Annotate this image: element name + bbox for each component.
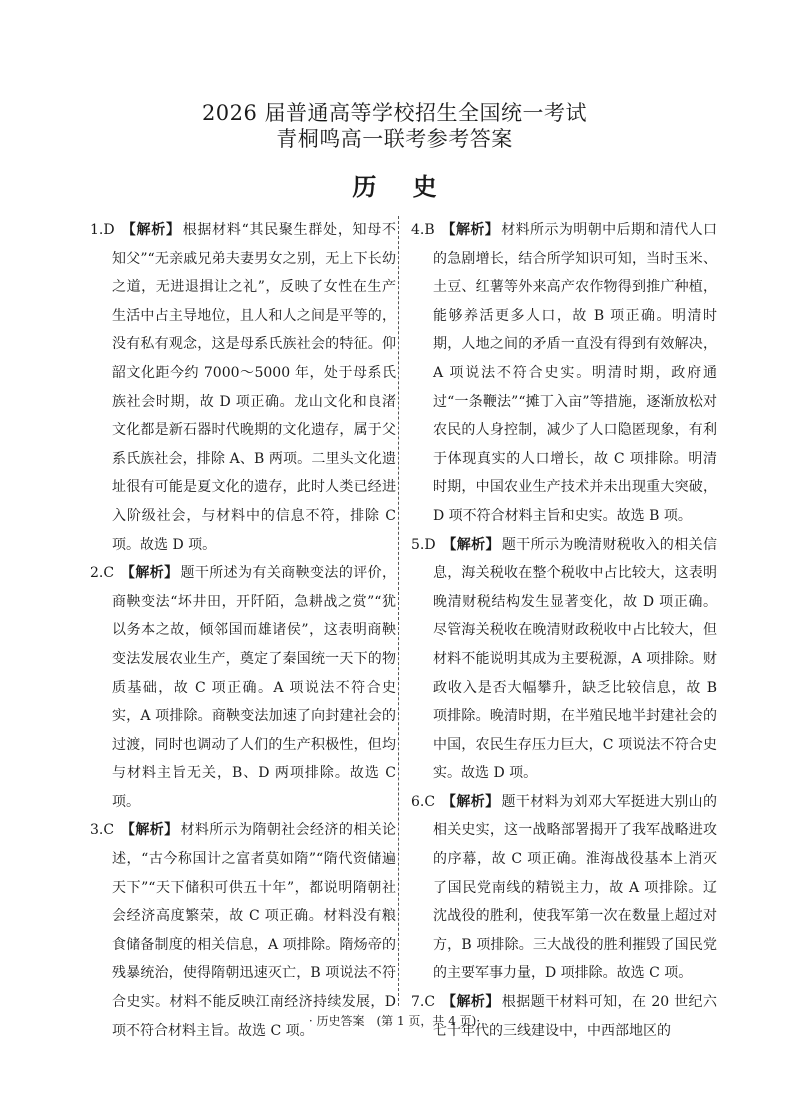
exam-subtitle: 青桐鸣高一联考参考答案 (276, 127, 513, 151)
subject-title: 历 史 (352, 172, 451, 201)
answer-item-5 (411, 531, 717, 788)
answer-number: 2.C (90, 565, 115, 582)
answer-number: 5.D (411, 536, 436, 553)
analysis-tag: 【解析】 (442, 536, 500, 553)
answer-item-4 (411, 216, 717, 531)
answer-text: 根据题干材料可知，在 20 世纪六七十年代的三线建设中，中西部地区的 (433, 994, 718, 1039)
analysis-tag: 【解析】 (120, 565, 179, 582)
analysis-tag: 【解析】 (121, 222, 181, 238)
answer-item-2 (90, 559, 396, 816)
answer-text: 材料所示为明朝中后期和清代人口的急剧增长，结合所学知识可知，当时玉米、土豆、红薯等外来高产农作物得到推广种植，能够养活更多人口，故 B 项正确。明清时期，人地之间的矛盾一直没有得到有效解决，A 项说法不符合史实。明清时期，政府通过“一条鞭法”“摊丁入亩”等措施，逐渐放松对农民的人身控制，减少了人口隐匿现象，有利于体现真实的人口增长，故 C 项排除。明清时期，中国农业生产技术并未出现重大突破，D 项不符合材料主旨和史实。故选 B 项。 (433, 222, 718, 524)
analysis-tag: 【解析】 (442, 994, 500, 1011)
answer-item-6 (411, 788, 717, 988)
answer-number: 3.C (90, 822, 115, 839)
page-footer: · 历史答案 (第 1 页，共 4 页)· (308, 1014, 481, 1028)
answer-number: 6.C (411, 793, 436, 810)
answer-text: 题干所述为有关商鞅变法的评价，商鞅变法“坏井田，开阡陌，急耕战之赏”“犹以务本之故，倾邻国而雄诸侯”，这表明商鞅变法发展农业生产，奠定了秦国统一天下的物质基础，故 C 项正确。A 项说法不符合史实，A 项排除。商鞅变法加速了向封建社会的过渡，同时也调动了人们的生产积极性，但均与材料主旨无关，B、D 两项排除。故选 C 项。 (112, 565, 397, 810)
answer-text: 题干所示为晚清财税收入的相关信息，海关税收在整个税收中占比较大，这表明晚清财税结构发生显著变化，故 D 项正确。尽管海关税收在晚清财政税收中占比较大，但材料不能说明其成为主要税源，A 项排除。财政收入是否大幅攀升，缺乏比较信息，故 B 项排除。晚清时期，在半殖民地半封建社会的中国，农民生存压力巨大，C 项说法不符合史实。故选 D 项。 (433, 536, 718, 782)
answer-number: 1.D (90, 222, 115, 238)
answer-item-3 (90, 816, 396, 1045)
answer-text: 根据材料“其民聚生群处，知母不知父”“无亲戚兄弟夫妻男女之别，无上下长幼之道，无进退揖让之礼”，反映了女性在生产生活中占主导地位，且人和人之间是平等的，没有私有观念，这是母系氏族社会的特征。仰韶文化距今约 7000～5000 年，处于母系氏族社会时期，故 D 项正确。龙山文化和良渚文化都是新石器时代晚期的文化遗存，属于父系氏族社会，排除 A、B 两项。二里头文化遗址很有可能是夏文化的遗存，此时人类已经进入阶级社会，与材料中的信息不符，排除 C 项。故选 D 项。 (112, 222, 396, 553)
analysis-tag: 【解析】 (441, 222, 500, 238)
exam-title: 2026 届普通高等学校招生全国统一考试 (201, 101, 588, 125)
answer-number: 4.B (411, 222, 435, 238)
left-column (90, 216, 396, 1045)
analysis-tag: 【解析】 (441, 793, 500, 810)
right-column (411, 216, 717, 1045)
answer-text: 材料所示为隋朝社会经济的相关论述，“古今称国计之富者莫如隋”“隋代资储遍天下”“天下储积可供五十年”，都说明隋朝社会经济高度繁荣，故 C 项正确。材料没有粮食储备制度的相关信息，A 项排除。隋炀帝的残暴统治，使得隋朝迅速灭亡，B 项说法不符合史实。材料不能反映江南经济持续发展，D 项不符合材料主旨。故选 C 项。 (112, 822, 397, 1039)
answer-number: 7.C (411, 994, 436, 1011)
page-header (0, 100, 789, 202)
analysis-tag: 【解析】 (120, 822, 179, 839)
answer-text: 题干材料为刘邓大军挺进大别山的相关史实，这一战略部署揭开了我军战略进攻的序幕，故 C 项正确。淮海战役基本上消灭了国民党南线的精锐主力，故 A 项排除。辽沈战役的胜利，使我军第一次在数量上超过对方，B 项排除。三大战役的胜利摧毁了国民党的主要军事力量，D 项排除。故选 C 项。 (433, 793, 718, 982)
column-divider (398, 216, 399, 1006)
answer-item-1 (90, 216, 396, 559)
